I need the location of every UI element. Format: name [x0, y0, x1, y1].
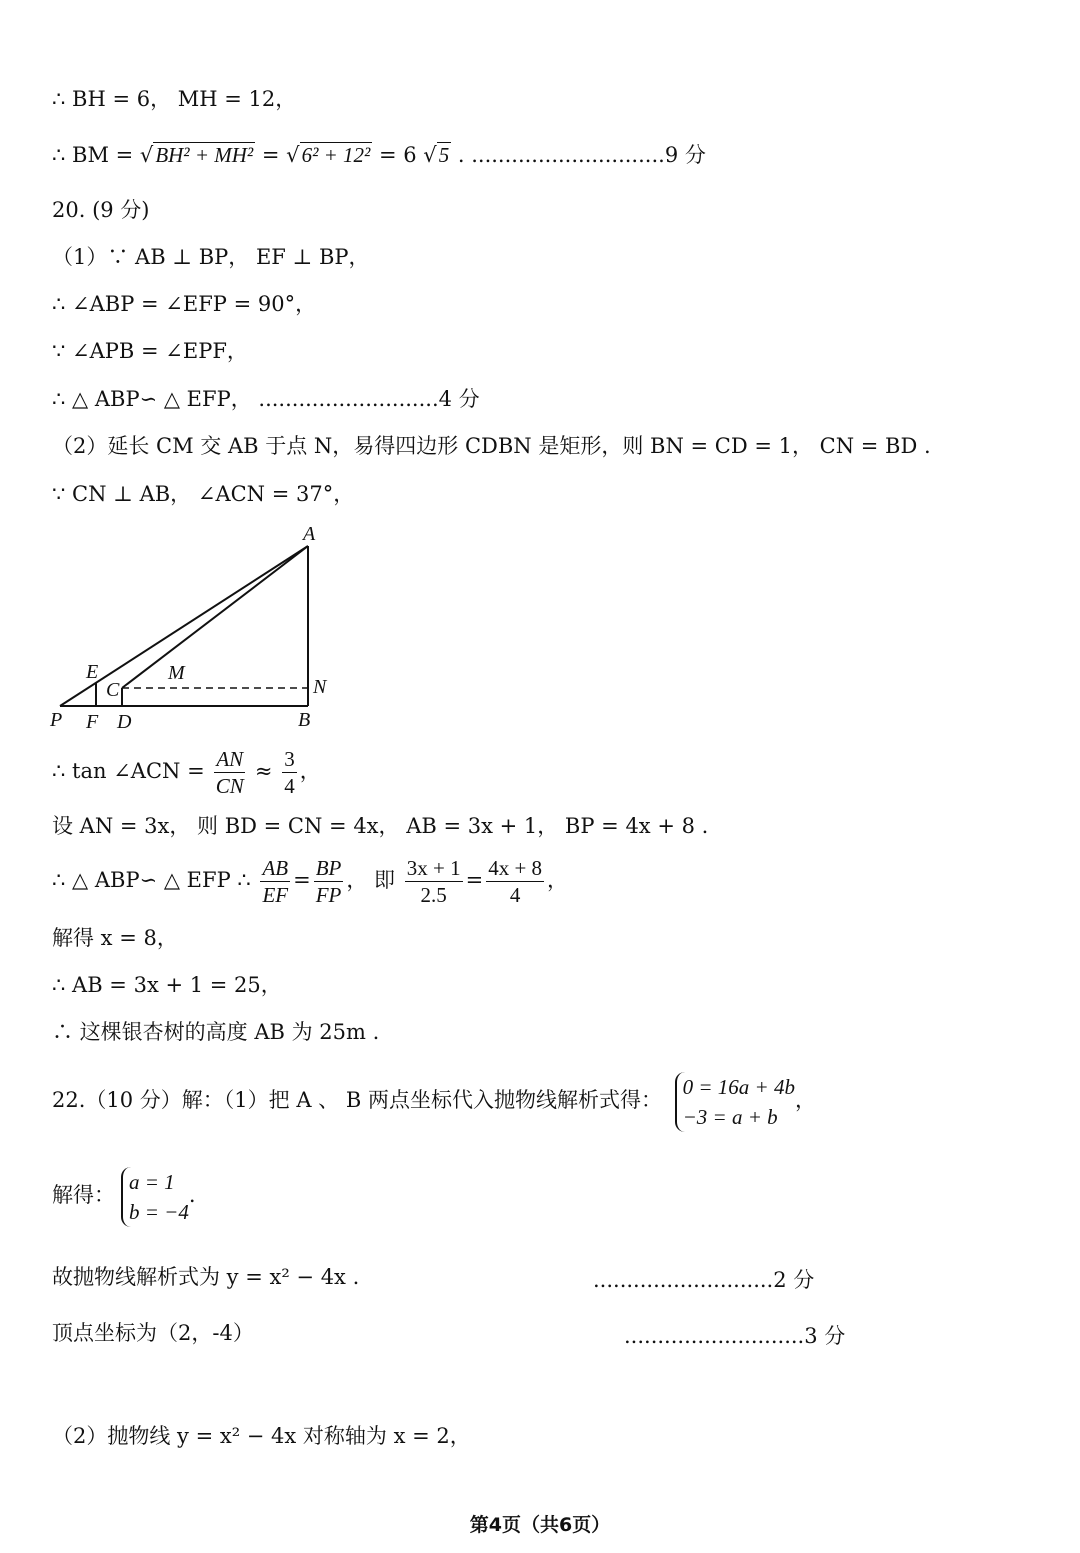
line-bm — [52, 142, 706, 168]
fraction-ab-ef — [260, 855, 290, 908]
solution-label: 解得： — [52, 1183, 115, 1207]
label-a: A — [303, 523, 316, 545]
line-right-angles: ∴ ∠ABP = ∠EFP = 90°， — [52, 292, 317, 316]
fraction-fp: FP — [315, 883, 342, 907]
fraction-cn: CN — [215, 774, 244, 798]
equation-system-2 — [121, 1167, 189, 1227]
label-c: C — [106, 679, 120, 701]
bm-radicand-1: BH² + MH² — [155, 143, 254, 167]
line-cn-perp: ∵ CN ⊥ AB， ∠ACN = 37°， — [52, 482, 355, 506]
geometry-figure — [40, 518, 350, 736]
fraction-25: 2.5 — [420, 883, 447, 907]
label-d: D — [117, 711, 132, 733]
line-similar: ∴ △ ABP∽ △ EFP， ...........................4 分 — [52, 387, 480, 411]
system-1-comma: ， — [794, 1088, 816, 1112]
line-proportion — [52, 851, 568, 909]
page-footer: 第4页（共6页） — [469, 1514, 611, 1536]
system-1-eq2: −3 = a + b — [682, 1104, 778, 1129]
line-equal-angles: ∵ ∠APB = ∠EPF， — [52, 339, 248, 363]
line-ab-25: ∴ AB = 3x + 1 = 25， — [52, 973, 282, 997]
line-bh-mh: ∴ BH = 6， MH = 12， — [52, 87, 297, 111]
fraction-4x8-4 — [486, 855, 544, 908]
question-22-text: 22.（10 分）解：（1）把 A 、 B 两点坐标代入抛物线解析式得： — [52, 1088, 662, 1112]
fraction-3x1-25 — [405, 855, 463, 908]
fraction-an: AN — [216, 747, 244, 771]
system-2-period: . — [188, 1183, 196, 1207]
fraction-3-4 — [282, 746, 297, 799]
proportion-comma: ， — [547, 868, 569, 892]
equation-system-1 — [675, 1072, 795, 1132]
proportion-eq1: = — [293, 868, 311, 892]
line-let-an: 设 AN = 3x， 则 BD = CN = 4x， AB = 3x + 1， BP = 4x + 8 . — [52, 814, 709, 838]
line-height-answer: ∴ 这棵银杏树的高度 AB 为 25m . — [52, 1020, 380, 1044]
line-perpendicular: （1）∵ AB ⊥ BP， EF ⊥ BP， — [52, 245, 370, 269]
question-22-line — [52, 1068, 816, 1132]
fraction-3x1: 3x + 1 — [406, 856, 461, 880]
line-parabola-formula: 故抛物线解析式为 y = x² − 4x . — [52, 1265, 360, 1289]
line-tan — [52, 742, 321, 800]
system-2-eq1: a = 1 — [129, 1169, 175, 1194]
proportion-lhs: ∴ △ ABP∽ △ EFP ∴ — [52, 868, 251, 892]
bm-eq2: = √ — [255, 143, 300, 167]
system-2-eq2: b = −4 — [129, 1199, 189, 1224]
segment-ca — [122, 546, 308, 688]
approx-sign: ≈ — [254, 759, 273, 783]
question-20-heading: 20. (9 分) — [52, 198, 150, 222]
bm-lhs: ∴ BM = √ — [52, 143, 154, 167]
label-m: M — [168, 662, 185, 684]
fraction-ab: AB — [262, 856, 289, 880]
label-b: B — [298, 709, 311, 731]
fraction-bp: BP — [315, 856, 342, 880]
bm-radicand-3: 5 — [438, 143, 450, 167]
line-axis-symmetry: （2）抛物线 y = x² − 4x 对称轴为 x = 2， — [52, 1424, 471, 1448]
label-p: P — [50, 709, 63, 731]
label-f: F — [86, 711, 99, 733]
system-1-eq1: 0 = 16a + 4b — [682, 1074, 795, 1099]
proportion-eq2: = — [465, 868, 484, 892]
score-3: ...........................3 分 — [624, 1324, 846, 1348]
label-e: E — [86, 661, 99, 683]
bm-score: . .............................9 分 — [451, 143, 706, 167]
bm-eq3: = 6 √ — [372, 143, 437, 167]
line-solution-ab — [52, 1163, 196, 1227]
proportion-ji: ， 即 — [346, 868, 396, 892]
fraction-bp-fp — [314, 855, 344, 908]
fraction-an-cn — [214, 746, 245, 799]
line-solve-x: 解得 x = 8， — [52, 926, 178, 950]
fraction-4x8: 4x + 8 — [488, 856, 543, 880]
fraction-3: 3 — [284, 747, 295, 771]
tan-lhs: ∴ tan ∠ACN = — [52, 759, 205, 783]
tan-comma: ， — [299, 759, 321, 783]
bm-radicand-2: 6² + 12² — [301, 143, 371, 167]
fraction-4: 4 — [284, 774, 295, 798]
fraction-4b: 4 — [509, 883, 521, 907]
line-extend-cm: （2）延长 CM 交 AB 于点 N，易得四边形 CDBN 是矩形，则 BN = CD = 1， CN = BD . — [52, 434, 931, 458]
score-2: ...........................2 分 — [593, 1268, 815, 1292]
fraction-ef: EF — [262, 883, 289, 907]
label-n: N — [313, 676, 327, 698]
line-vertex: 顶点坐标为（2，-4） — [52, 1321, 254, 1345]
